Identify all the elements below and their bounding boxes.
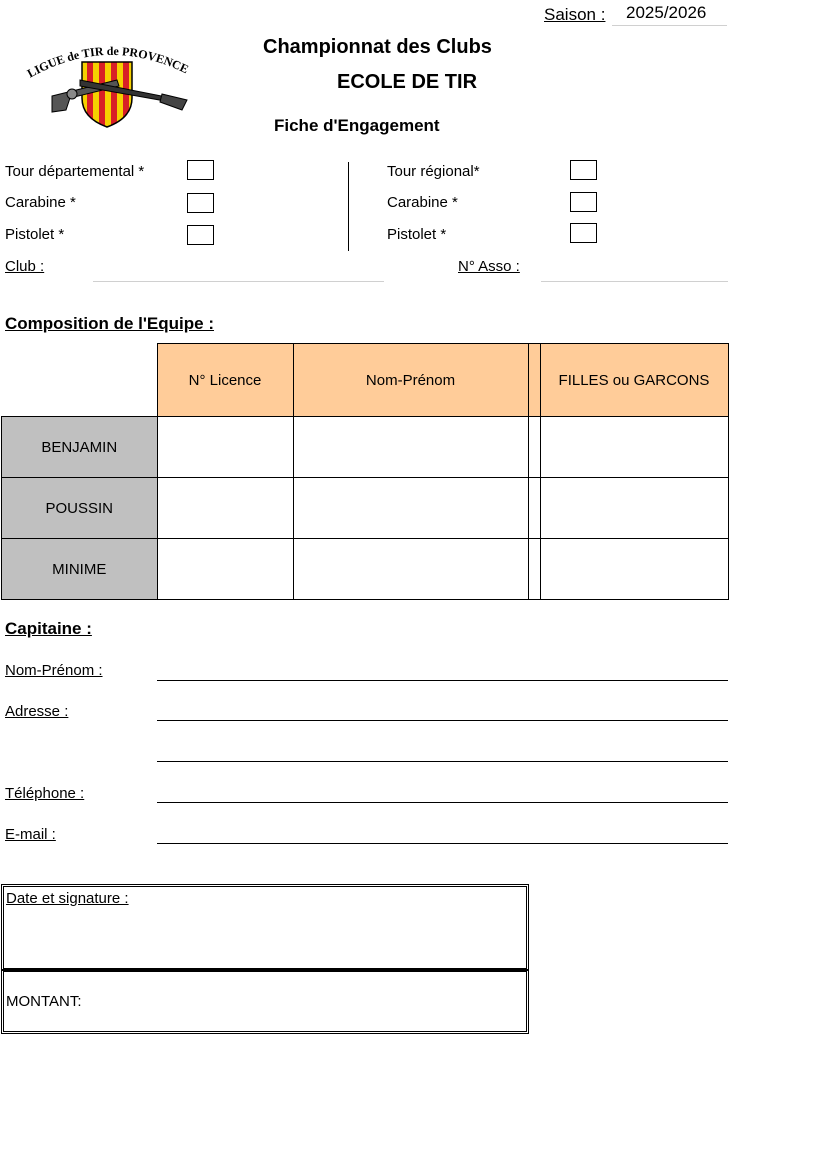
amount-box[interactable]: [1, 969, 529, 1034]
asso-label: N° Asso :: [458, 258, 520, 275]
cell-spacer: [528, 539, 540, 600]
cell-licence[interactable]: [157, 417, 293, 478]
captain-address-label: Adresse :: [5, 703, 69, 720]
captain-name-label: Nom-Prénom :: [5, 662, 103, 679]
option-label-pistolet-reg: Pistolet *: [387, 226, 447, 243]
cell-licence[interactable]: [157, 478, 293, 539]
amount-label: MONTANT:: [6, 993, 82, 1010]
column-header-licence: N° Licence: [157, 344, 293, 417]
column-spacer: [528, 344, 540, 417]
option-label-carabine-reg: Carabine *: [387, 194, 458, 211]
captain-address-input[interactable]: [157, 720, 728, 721]
option-label-pistolet-dep: Pistolet *: [5, 226, 65, 243]
captain-email-input[interactable]: [157, 843, 728, 844]
cell-spacer: [528, 417, 540, 478]
page-title: Championnat des Clubs: [263, 36, 492, 58]
page-subtitle: ECOLE DE TIR: [337, 71, 478, 93]
team-header-row: [2, 344, 729, 417]
checkbox-carabine-departemental[interactable]: [187, 193, 214, 213]
logo-text: LIGUE de TIR de PROVENCE: [24, 43, 191, 81]
table-row: [2, 417, 729, 478]
club-label: Club :: [5, 258, 45, 275]
team-table: [1, 343, 729, 600]
cell-licence[interactable]: [157, 539, 293, 600]
team-corner-cell: [2, 344, 158, 417]
form-title: Fiche d'Engagement: [274, 116, 440, 135]
checkbox-tour-regional[interactable]: [570, 160, 597, 180]
season-underline: [612, 25, 727, 26]
table-row: [2, 539, 729, 600]
table-row: [2, 478, 729, 539]
captain-address-input-2[interactable]: [157, 761, 728, 762]
captain-phone-input[interactable]: [157, 802, 728, 803]
cell-filles-garcons[interactable]: [540, 417, 728, 478]
option-label-tour-departemental: Tour départemental *: [5, 163, 145, 180]
row-label-benjamin: BENJAMIN: [2, 417, 158, 478]
option-label-carabine-dep: Carabine *: [5, 194, 76, 211]
row-label-minime: MINIME: [2, 539, 158, 600]
captain-email-label: E-mail :: [5, 826, 56, 843]
column-header-filles-garcons: FILLES ou GARCONS: [540, 344, 728, 417]
season-value: 2025/2026: [626, 3, 707, 22]
option-label-tour-regional: Tour régional*: [387, 163, 480, 180]
row-label-poussin: POUSSIN: [2, 478, 158, 539]
cell-nom-prenom[interactable]: [293, 478, 528, 539]
captain-name-input[interactable]: [157, 680, 728, 681]
cell-filles-garcons[interactable]: [540, 478, 728, 539]
signature-label: Date et signature :: [6, 890, 129, 907]
cell-nom-prenom[interactable]: [293, 539, 528, 600]
checkbox-pistolet-regional[interactable]: [570, 223, 597, 243]
season-label: Saison :: [544, 5, 606, 24]
checkbox-pistolet-departemental[interactable]: [187, 225, 214, 245]
signature-box[interactable]: [1, 884, 529, 971]
cell-nom-prenom[interactable]: [293, 417, 528, 478]
options-divider: [348, 162, 349, 251]
captain-heading: Capitaine :: [5, 619, 92, 638]
cell-filles-garcons[interactable]: [540, 539, 728, 600]
club-input[interactable]: [93, 281, 384, 282]
column-header-nom-prenom: Nom-Prénom: [293, 344, 528, 417]
cell-spacer: [528, 478, 540, 539]
captain-phone-label: Téléphone :: [5, 785, 85, 802]
league-logo: [22, 34, 192, 130]
team-heading: Composition de l'Equipe :: [5, 314, 214, 333]
asso-input[interactable]: [541, 281, 728, 282]
checkbox-tour-departemental[interactable]: [187, 160, 214, 180]
checkbox-carabine-regional[interactable]: [570, 192, 597, 212]
